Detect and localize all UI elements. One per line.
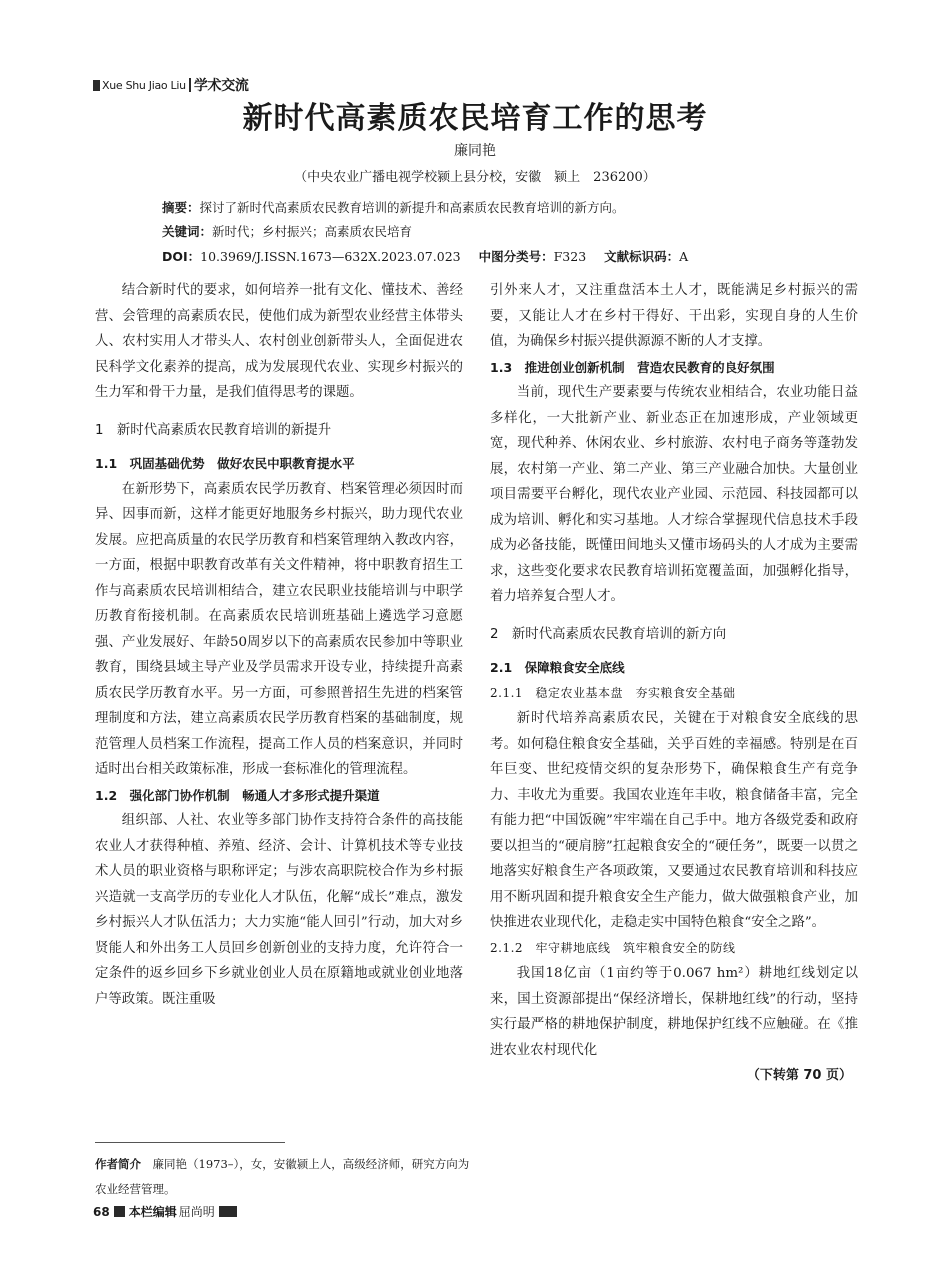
- right-column: [490, 278, 858, 1089]
- subsubsection-heading-2-1-1: 2.1.1 稳定农业基本盘 夯实粮食安全基础: [490, 685, 736, 700]
- tag-divider: [189, 78, 191, 92]
- paragraph-1-2: 组织部、人社、农业等多部门协作支持符合条件的高技能农业人才获得种植、养殖、经济、会计、计算机技术等专业技术人员的职业资格与职称评定；与涉农高职院校合作为乡村振兴造就一支高学历的专业化人才队伍，化解“成长”难点，激发乡村振兴人才队伍活力；大力实施“能人回引”行动，加大对乡贤能人和外出务工人员回乡创新创业的支持力度，允许符合一定条件的返乡回乡下乡就业创业人员在原籍地或就业创业地落户等政策。既注重吸: [95, 813, 463, 1007]
- column-tag: [93, 76, 249, 94]
- clc-value: F323: [553, 249, 587, 264]
- section-heading-1: 1 新时代高素质农民教育培训的新提升: [95, 422, 332, 438]
- tag-square-icon: [93, 80, 100, 91]
- author-affiliation: （中央农业广播电视学校颍上县分校，安徽 颍上 236200）: [294, 170, 656, 185]
- subsubsection-heading-2-1-2: 2.1.2 牢守耕地底线 筑牢粮食安全的防线: [490, 940, 736, 955]
- author-bio-footnote: [95, 1152, 470, 1202]
- abstract-label: 摘要：: [162, 200, 200, 215]
- doi-line: [162, 247, 688, 265]
- tag-chinese: 学术交流: [193, 78, 249, 94]
- footnote-text: 廉同艳（1973–），女，安徽颍上人，高级经济师，研究方向为农业经营管理。: [95, 1157, 470, 1196]
- clc-label: 中图分类号：: [478, 249, 554, 264]
- article-author: 廉同艳: [454, 143, 496, 159]
- paragraph-2-1-1: 新时代培养高素质农民，关键在于对粮食安全底线的思考。如何稳住粮食安全基础，关乎百姓的幸福感。特别是在百年巨变、世纪疫情交织的复杂形势下，确保粮食生产有竞争力、丰收尤为重要。我国农业连年丰收，粮食储备丰富，完全有能力把“中国饭碗”牢牢端在自己手中。地方各级党委和政府要以担当的“硬肩膀”扛起粮食安全的“硬任务”，既要一以贯之地落实好粮食生产各项政策，又要通过农民教育培训和科技应用不断巩固和提升粮食安全生产能力，做大做强粮食产业，加快推进农业现代化，走稳走实中国特色粮食“安全之路”。: [490, 711, 858, 930]
- doc-code-label: 文献标识码：: [604, 249, 680, 264]
- article-title: 新时代高素质农民培育工作的思考: [242, 101, 708, 136]
- paragraph-2-1-2: 我国18亿亩（1亩约等于0.067 hm²）耕地红线划定以来，国土资源部提出“保经济增长，保耕地红线”的行动，坚持实行最严格的耕地保护制度，耕地保护红线不应触碰。在《推进农业农村现代化: [490, 966, 858, 1058]
- page-number: 68: [93, 1204, 110, 1219]
- subsection-heading-1-1: 1.1 巩固基础优势 做好农民中职教育提水平: [95, 456, 355, 471]
- keywords-label: 关键词：: [162, 224, 213, 239]
- left-column: [95, 278, 463, 1012]
- footnote-rule: [95, 1142, 285, 1143]
- paragraph-1-1: 在新形势下，高素质农民学历教育、档案管理必须因时而异、因事而新，这样才能更好地服务乡村振兴，助力现代农业发展。应把高质量的农民学历教育和档案管理纳入教改内容，一方面，根据中职教育改革有关文件精神，将中职教育招生工作与高素质农民培训相结合，建立农民职业技能培训与中职学历教育衔接机制。在高素质农民培训班基础上遴选学习意愿强、产业发展好、年龄50周岁以下的高素质农民参加中等职业教育，围绕县域主导产业及学员需求开设专业，持续提升高素质农民学历教育水平。另一方面，可参照普招生先进的档案管理制度和方法，建立高素质农民学历教育档案的基础制度，规范管理人员档案工作流程，提高工作人员的档案意识，并同时适时出台相关政策标准，形成一套标准化的管理流程。: [95, 481, 463, 777]
- doi-value: 10.3969/J.ISSN.1673—632X.2023.07.023: [200, 249, 461, 264]
- keywords-text: 新时代；乡村振兴；高素质农民培育: [212, 224, 413, 239]
- subsection-heading-1-3: 1.3 推进创业创新机制 营造农民教育的良好氛围: [490, 359, 775, 375]
- subsection-heading-2-1: 2.1 保障粮食安全底线: [490, 660, 625, 675]
- continued-note: （下转第 70 页）: [746, 1068, 852, 1083]
- editor-name: 屈尚明: [178, 1205, 215, 1219]
- paragraph-1-3: 当前，现代生产要素要与传统农业相结合，农业功能日益多样化，一大批新产业、新业态正在加速形成，产业领域更宽，现代种养、休闲农业、乡村旅游、农村电子商务等蓬勃发展，农村第一产业、第二产业、第三产业融合加快。大量创业项目需要平台孵化，现代农业产业园、示范园、科技园都可以成为培训、孵化和实习基地。人才综合掌握现代信息技术手段成为必备技能，既懂田间地头又懂市场码头的人才成为主要需求，这些变化要求农民教育培训拓宽覆盖面，加强孵化指导，着力培养复合型人才。: [490, 385, 858, 604]
- keywords: [162, 222, 412, 240]
- footer-bar-icon: [219, 1206, 237, 1217]
- abstract-text: 探讨了新时代高素质农民教育培训的新提升和高素质农民教育培训的新方向。: [199, 200, 625, 215]
- footnote-label: 作者简介: [95, 1157, 141, 1171]
- intro-paragraph: 结合新时代的要求，如何培养一批有文化、懂技术、善经营、会管理的高素质农民，使他们成为新型农业经营主体带头人、农村实用人才带头人、农村创业创新带头人，全面促进农民科学文化素养的提高，成为发展现代农业、实现乡村振兴的生力军和骨干力量，是我们值得思考的课题。: [95, 283, 463, 400]
- doi-label: DOI：: [162, 249, 201, 264]
- tag-latin: Xue Shu Jiao Liu: [102, 78, 186, 92]
- editor-label: 本栏编辑: [128, 1205, 177, 1219]
- abstract: [162, 198, 625, 216]
- paragraph-continued: 引外来人才，又注重盘活本土人才，既能满足乡村振兴的需要，又能让人才在乡村干得好、干出彩，实现自身的人生价值，为确保乡村振兴提供源源不断的人才支撑。: [490, 283, 858, 349]
- doc-code-value: A: [679, 249, 689, 264]
- footer-square-icon: [114, 1206, 125, 1217]
- page-footer: [93, 1203, 237, 1220]
- subsection-heading-1-2: 1.2 强化部门协作机制 畅通人才多形式提升渠道: [95, 787, 380, 803]
- section-heading-2: 2 新时代高素质农民教育培训的新方向: [490, 626, 727, 642]
